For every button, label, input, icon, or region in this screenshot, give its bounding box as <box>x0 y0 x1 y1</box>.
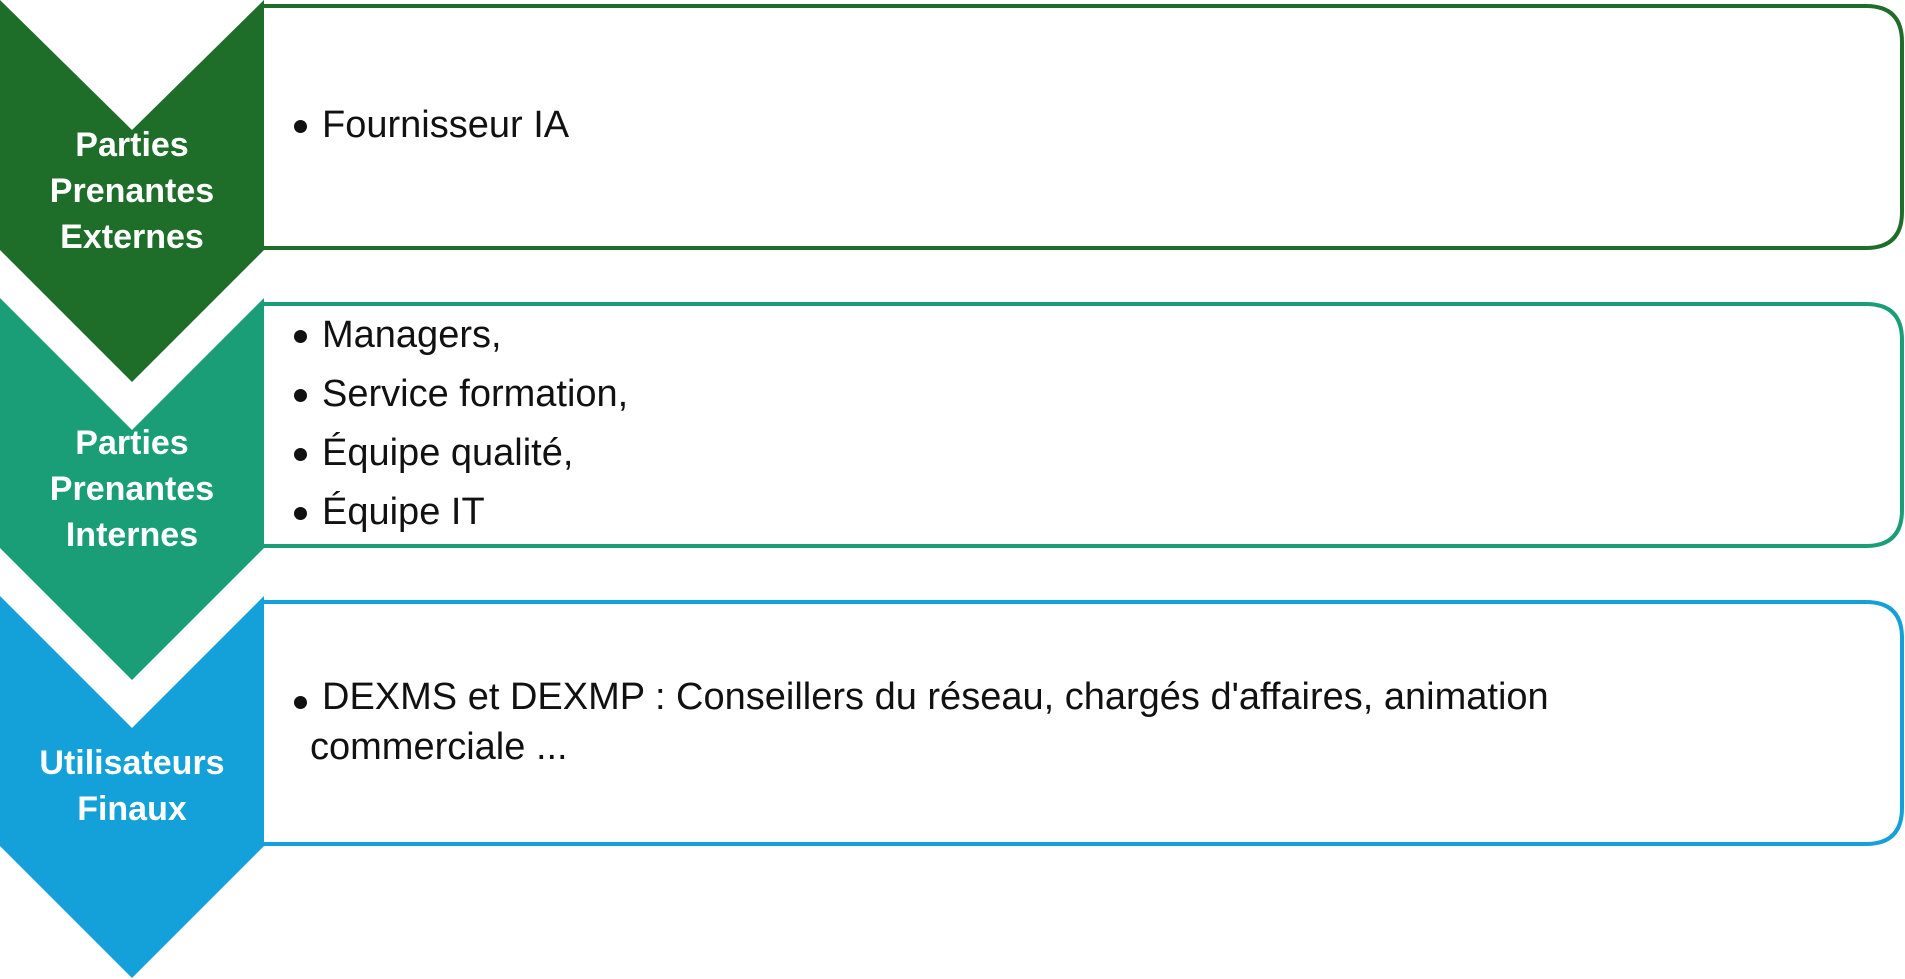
list-item: Équipe IT <box>292 483 628 542</box>
list-item: Équipe qualité, <box>292 424 628 483</box>
list-item: Fournisseur IA <box>292 96 569 155</box>
label-line: Externes <box>60 218 204 256</box>
label-internal <box>0 420 264 558</box>
list-item-text: DEXMS et DEXMP : Conseillers du réseau, chargés d'affaires, animation <box>322 676 1549 718</box>
label-line: Internes <box>65 516 199 554</box>
label-line: Prenantes <box>49 470 215 508</box>
label-line: Utilisateurs <box>39 744 225 782</box>
bullet-list <box>292 672 1752 772</box>
content-internal <box>292 306 628 542</box>
label-end-users <box>0 740 264 832</box>
list-item: Managers, <box>292 306 628 365</box>
label-line: Parties <box>75 126 189 164</box>
bullet-list <box>292 96 569 155</box>
list-item-continuation: commerciale ... <box>310 726 568 768</box>
label-external <box>0 122 264 260</box>
bullet-list <box>292 306 628 542</box>
label-line: Finaux <box>77 790 187 828</box>
label-line: Parties <box>75 424 189 462</box>
list-item: Service formation, <box>292 365 628 424</box>
label-line: Prenantes <box>49 172 215 210</box>
list-item <box>292 672 1752 772</box>
content-end-users <box>292 672 1752 772</box>
content-external <box>292 96 569 155</box>
